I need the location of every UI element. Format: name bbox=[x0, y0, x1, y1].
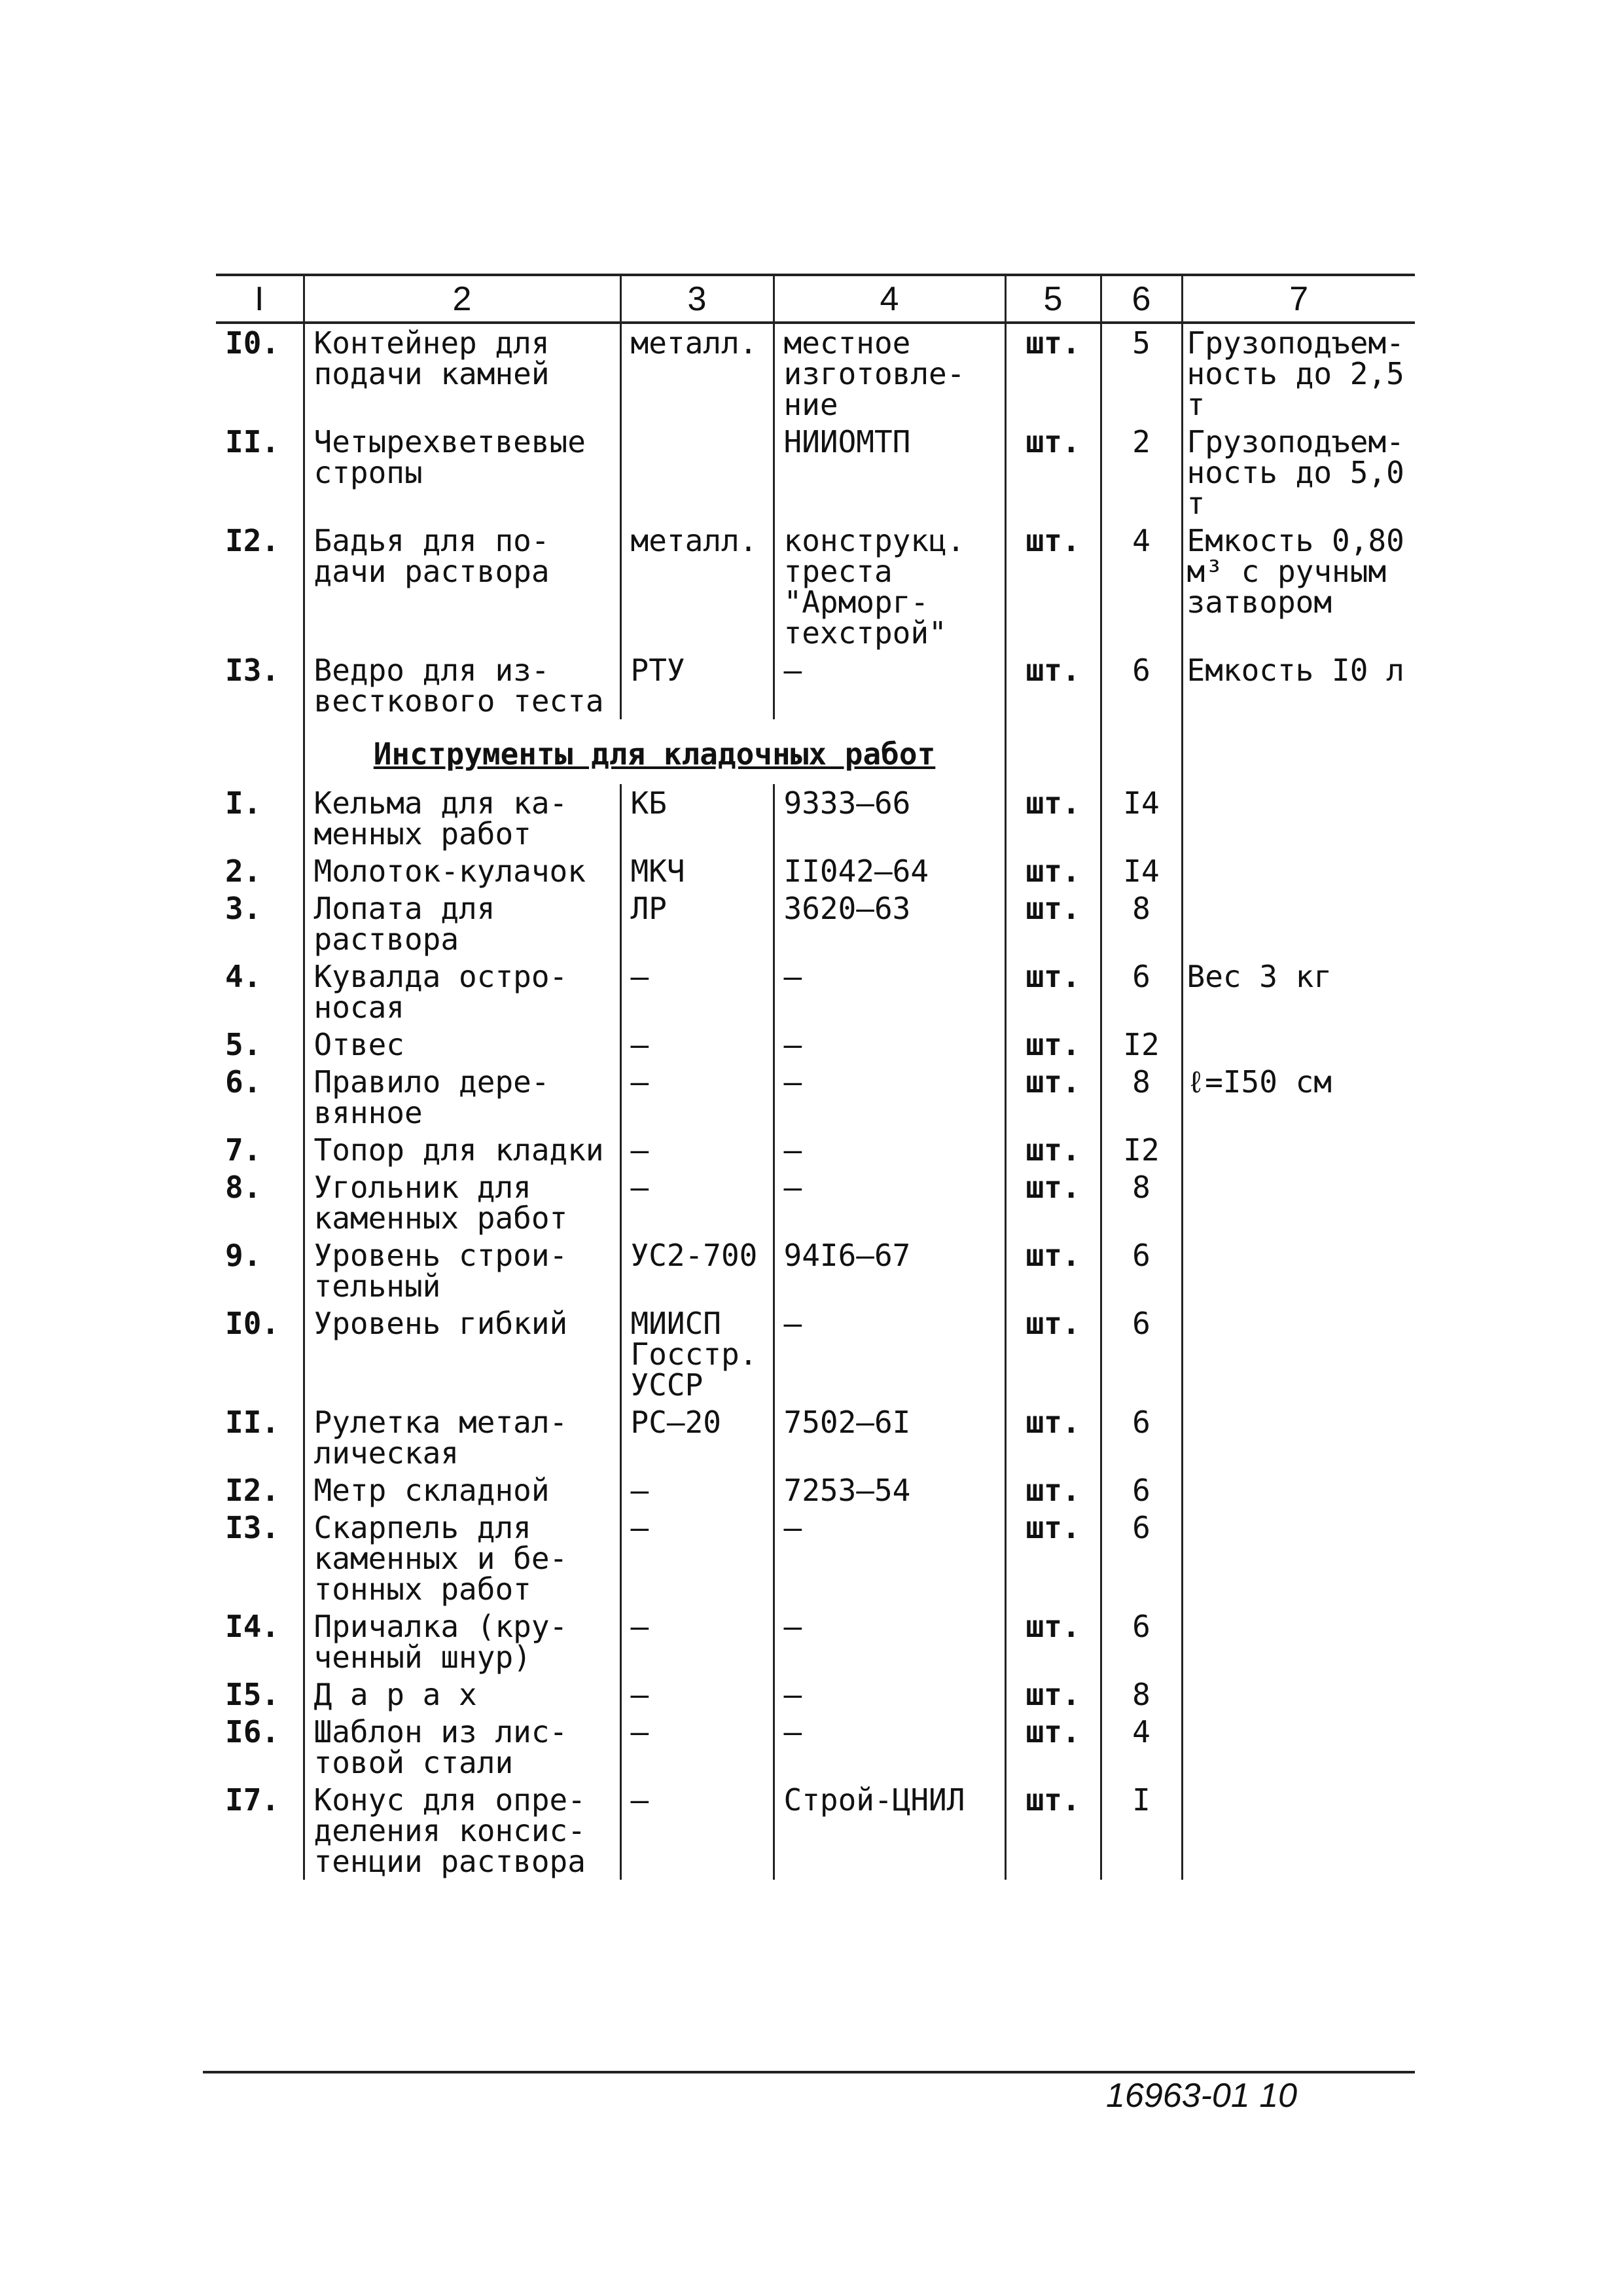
table-row bbox=[216, 1713, 1415, 1781]
item-name: Лопата для раствора bbox=[304, 889, 620, 958]
table-row bbox=[216, 651, 1415, 719]
item-unit: шт. bbox=[1005, 651, 1101, 719]
item-note bbox=[1182, 1509, 1415, 1607]
equipment-table bbox=[216, 274, 1415, 1880]
item-quantity: 8 bbox=[1101, 1063, 1182, 1131]
item-note bbox=[1182, 1131, 1415, 1168]
item-name: Причалка (кру-ченный шнур) bbox=[304, 1607, 620, 1676]
item-mark: – bbox=[620, 1607, 774, 1676]
row-number: 5. bbox=[225, 1027, 262, 1062]
item-mark: – bbox=[620, 1026, 774, 1063]
item-standard: 7253–54 bbox=[774, 1471, 1005, 1509]
item-standard: – bbox=[774, 651, 1005, 719]
item-standard: 9333–66 bbox=[774, 784, 1005, 852]
item-standard: 7502–6I bbox=[774, 1403, 1005, 1471]
item-unit: шт. bbox=[1005, 1026, 1101, 1063]
item-note bbox=[1182, 1607, 1415, 1676]
item-name: Кувалда остро-носая bbox=[304, 958, 620, 1026]
row-number: I7. bbox=[225, 1782, 280, 1818]
item-name: Уровень гибкий bbox=[304, 1304, 620, 1403]
item-standard: – bbox=[774, 1063, 1005, 1131]
equipment-rows bbox=[216, 323, 1415, 719]
item-standard: местное изготовле-ние bbox=[774, 323, 1005, 423]
table-row bbox=[216, 1676, 1415, 1713]
item-note bbox=[1182, 1168, 1415, 1236]
item-standard: НИИОМТП bbox=[774, 423, 1005, 522]
item-unit: шт. bbox=[1005, 1131, 1101, 1168]
section-title: Инструменты для кладочных работ bbox=[304, 719, 1005, 784]
column-number: 6 bbox=[1101, 275, 1182, 323]
row-number: II. bbox=[225, 1405, 280, 1440]
item-mark: МКЧ bbox=[620, 852, 774, 889]
item-quantity: I bbox=[1101, 1781, 1182, 1880]
item-name: Отвес bbox=[304, 1026, 620, 1063]
column-number: I bbox=[216, 275, 304, 323]
item-name: Ведро для из-весткового теста bbox=[304, 651, 620, 719]
item-name: Молоток-кулачок bbox=[304, 852, 620, 889]
item-unit: шт. bbox=[1005, 1168, 1101, 1236]
item-note bbox=[1182, 1026, 1415, 1063]
item-name: Кельма для ка-менных работ bbox=[304, 784, 620, 852]
item-name: Конус для опре-деления консис-тенции раствора bbox=[304, 1781, 620, 1880]
item-standard: – bbox=[774, 958, 1005, 1026]
item-standard: – bbox=[774, 1509, 1005, 1607]
item-note: Грузоподъем-ность до 2,5 т bbox=[1182, 323, 1415, 423]
row-number: II. bbox=[225, 424, 280, 459]
row-number: I2. bbox=[225, 1473, 280, 1508]
item-mark: РС–20 bbox=[620, 1403, 774, 1471]
row-number: I0. bbox=[225, 325, 280, 361]
table-row bbox=[216, 1607, 1415, 1676]
item-unit: шт. bbox=[1005, 323, 1101, 423]
row-number: I3. bbox=[225, 1510, 280, 1545]
item-note bbox=[1182, 1236, 1415, 1304]
row-number: I5. bbox=[225, 1677, 280, 1712]
item-unit: шт. bbox=[1005, 1063, 1101, 1131]
row-number: 2. bbox=[225, 853, 262, 889]
item-quantity: 4 bbox=[1101, 1713, 1182, 1781]
item-note bbox=[1182, 1676, 1415, 1713]
item-unit: шт. bbox=[1005, 958, 1101, 1026]
table-row bbox=[216, 1236, 1415, 1304]
item-name: Бадья для по-дачи раствора bbox=[304, 522, 620, 651]
item-note bbox=[1182, 1713, 1415, 1781]
column-number: 5 bbox=[1005, 275, 1101, 323]
item-mark: – bbox=[620, 1509, 774, 1607]
item-unit: шт. bbox=[1005, 784, 1101, 852]
item-name: Топор для кладки bbox=[304, 1131, 620, 1168]
item-note: Вес 3 кг bbox=[1182, 958, 1415, 1026]
table-row bbox=[216, 889, 1415, 958]
item-note: Емкость I0 л bbox=[1182, 651, 1415, 719]
row-number: I4. bbox=[225, 1609, 280, 1644]
row-number: 4. bbox=[225, 959, 262, 994]
item-note: Емкость 0,80 м³ с ручным затвором bbox=[1182, 522, 1415, 651]
table-row bbox=[216, 1403, 1415, 1471]
table-row bbox=[216, 1509, 1415, 1607]
tool-rows bbox=[216, 784, 1415, 1880]
item-mark: МИИСП Госстр. УССР bbox=[620, 1304, 774, 1403]
item-mark: – bbox=[620, 1471, 774, 1509]
table-row bbox=[216, 1026, 1415, 1063]
item-quantity: 6 bbox=[1101, 1236, 1182, 1304]
item-quantity: 6 bbox=[1101, 1471, 1182, 1509]
item-mark: УС2-700 bbox=[620, 1236, 774, 1304]
document-sheet bbox=[216, 274, 1415, 2073]
item-mark: – bbox=[620, 1781, 774, 1880]
item-quantity: 2 bbox=[1101, 423, 1182, 522]
row-number: 3. bbox=[225, 891, 262, 926]
item-name: Контейнер для подачи камней bbox=[304, 323, 620, 423]
item-quantity: I4 bbox=[1101, 852, 1182, 889]
item-mark: металл. bbox=[620, 522, 774, 651]
item-standard: II042–64 bbox=[774, 852, 1005, 889]
item-unit: шт. bbox=[1005, 1676, 1101, 1713]
item-quantity: I4 bbox=[1101, 784, 1182, 852]
item-standard: – bbox=[774, 1304, 1005, 1403]
item-quantity: 8 bbox=[1101, 1676, 1182, 1713]
column-number: 7 bbox=[1182, 275, 1415, 323]
item-quantity: 6 bbox=[1101, 1509, 1182, 1607]
item-name: Шаблон из лис-товой стали bbox=[304, 1713, 620, 1781]
item-mark: – bbox=[620, 1713, 774, 1781]
item-standard: конструкц. треста "Арморг-техстрой" bbox=[774, 522, 1005, 651]
item-unit: шт. bbox=[1005, 889, 1101, 958]
row-number: 6. bbox=[225, 1064, 262, 1100]
row-number: I2. bbox=[225, 523, 280, 558]
item-unit: шт. bbox=[1005, 1781, 1101, 1880]
item-mark: – bbox=[620, 1168, 774, 1236]
table-row bbox=[216, 784, 1415, 852]
item-mark: металл. bbox=[620, 323, 774, 423]
document-code: 16963-01 10 bbox=[1106, 2077, 1298, 2115]
table-row bbox=[216, 1063, 1415, 1131]
item-quantity: 8 bbox=[1101, 1168, 1182, 1236]
item-note bbox=[1182, 889, 1415, 958]
item-name: Правило дере-вянное bbox=[304, 1063, 620, 1131]
item-mark: – bbox=[620, 1131, 774, 1168]
row-number: I3. bbox=[225, 653, 280, 688]
row-number: I0. bbox=[225, 1306, 280, 1341]
item-mark: ЛР bbox=[620, 889, 774, 958]
table-row bbox=[216, 1131, 1415, 1168]
item-quantity: 8 bbox=[1101, 889, 1182, 958]
bottom-rule bbox=[203, 2071, 1415, 2073]
item-note bbox=[1182, 784, 1415, 852]
item-standard: – bbox=[774, 1168, 1005, 1236]
item-standard: – bbox=[774, 1676, 1005, 1713]
item-unit: шт. bbox=[1005, 1304, 1101, 1403]
item-standard: – bbox=[774, 1131, 1005, 1168]
item-mark: РТУ bbox=[620, 651, 774, 719]
item-unit: шт. bbox=[1005, 852, 1101, 889]
item-standard: Строй-ЦНИЛ bbox=[774, 1781, 1005, 1880]
item-mark: – bbox=[620, 1676, 774, 1713]
item-note bbox=[1182, 1403, 1415, 1471]
item-standard: – bbox=[774, 1713, 1005, 1781]
table-row bbox=[216, 1304, 1415, 1403]
item-standard: 94I6–67 bbox=[774, 1236, 1005, 1304]
item-note bbox=[1182, 1304, 1415, 1403]
item-mark: – bbox=[620, 958, 774, 1026]
item-name: Угольник для каменных работ bbox=[304, 1168, 620, 1236]
row-number: I. bbox=[225, 785, 262, 821]
item-quantity: I2 bbox=[1101, 1026, 1182, 1063]
item-unit: шт. bbox=[1005, 1403, 1101, 1471]
item-name: Рулетка метал-лическая bbox=[304, 1403, 620, 1471]
item-unit: шт. bbox=[1005, 1509, 1101, 1607]
item-quantity: 6 bbox=[1101, 958, 1182, 1026]
table-row bbox=[216, 958, 1415, 1026]
table-row bbox=[216, 1471, 1415, 1509]
item-unit: шт. bbox=[1005, 522, 1101, 651]
table-row bbox=[216, 1168, 1415, 1236]
item-quantity: 4 bbox=[1101, 522, 1182, 651]
item-standard: – bbox=[774, 1607, 1005, 1676]
section-heading-group bbox=[216, 719, 1415, 784]
section-heading-row bbox=[216, 719, 1415, 784]
table-row bbox=[216, 852, 1415, 889]
item-quantity: 6 bbox=[1101, 1403, 1182, 1471]
column-number: 3 bbox=[620, 275, 774, 323]
row-number: 8. bbox=[225, 1170, 262, 1205]
table-row bbox=[216, 1781, 1415, 1880]
table-row bbox=[216, 522, 1415, 651]
item-note bbox=[1182, 1471, 1415, 1509]
item-mark bbox=[620, 423, 774, 522]
item-quantity: 6 bbox=[1101, 1304, 1182, 1403]
item-note: Грузоподъем-ность до 5,0 т bbox=[1182, 423, 1415, 522]
table-row bbox=[216, 423, 1415, 522]
column-number: 4 bbox=[774, 275, 1005, 323]
table-row bbox=[216, 323, 1415, 423]
item-quantity: 6 bbox=[1101, 1607, 1182, 1676]
item-quantity: 5 bbox=[1101, 323, 1182, 423]
item-name: Метр складной bbox=[304, 1471, 620, 1509]
item-note bbox=[1182, 852, 1415, 889]
item-quantity: I2 bbox=[1101, 1131, 1182, 1168]
column-number-row bbox=[216, 275, 1415, 323]
item-note: ℓ=I50 см bbox=[1182, 1063, 1415, 1131]
item-unit: шт. bbox=[1005, 1607, 1101, 1676]
item-name: Д а р а х bbox=[304, 1676, 620, 1713]
item-note bbox=[1182, 1781, 1415, 1880]
column-number: 2 bbox=[304, 275, 620, 323]
item-name: Скарпель для каменных и бе-тонных работ bbox=[304, 1509, 620, 1607]
row-number: 9. bbox=[225, 1238, 262, 1273]
item-standard: 3620–63 bbox=[774, 889, 1005, 958]
item-name: Уровень строи-тельный bbox=[304, 1236, 620, 1304]
item-mark: – bbox=[620, 1063, 774, 1131]
item-mark: КБ bbox=[620, 784, 774, 852]
item-unit: шт. bbox=[1005, 423, 1101, 522]
item-unit: шт. bbox=[1005, 1236, 1101, 1304]
row-number: I6. bbox=[225, 1714, 280, 1749]
item-name: Четырехветвевые стропы bbox=[304, 423, 620, 522]
item-quantity: 6 bbox=[1101, 651, 1182, 719]
item-unit: шт. bbox=[1005, 1713, 1101, 1781]
item-unit: шт. bbox=[1005, 1471, 1101, 1509]
row-number: 7. bbox=[225, 1132, 262, 1168]
item-standard: – bbox=[774, 1026, 1005, 1063]
